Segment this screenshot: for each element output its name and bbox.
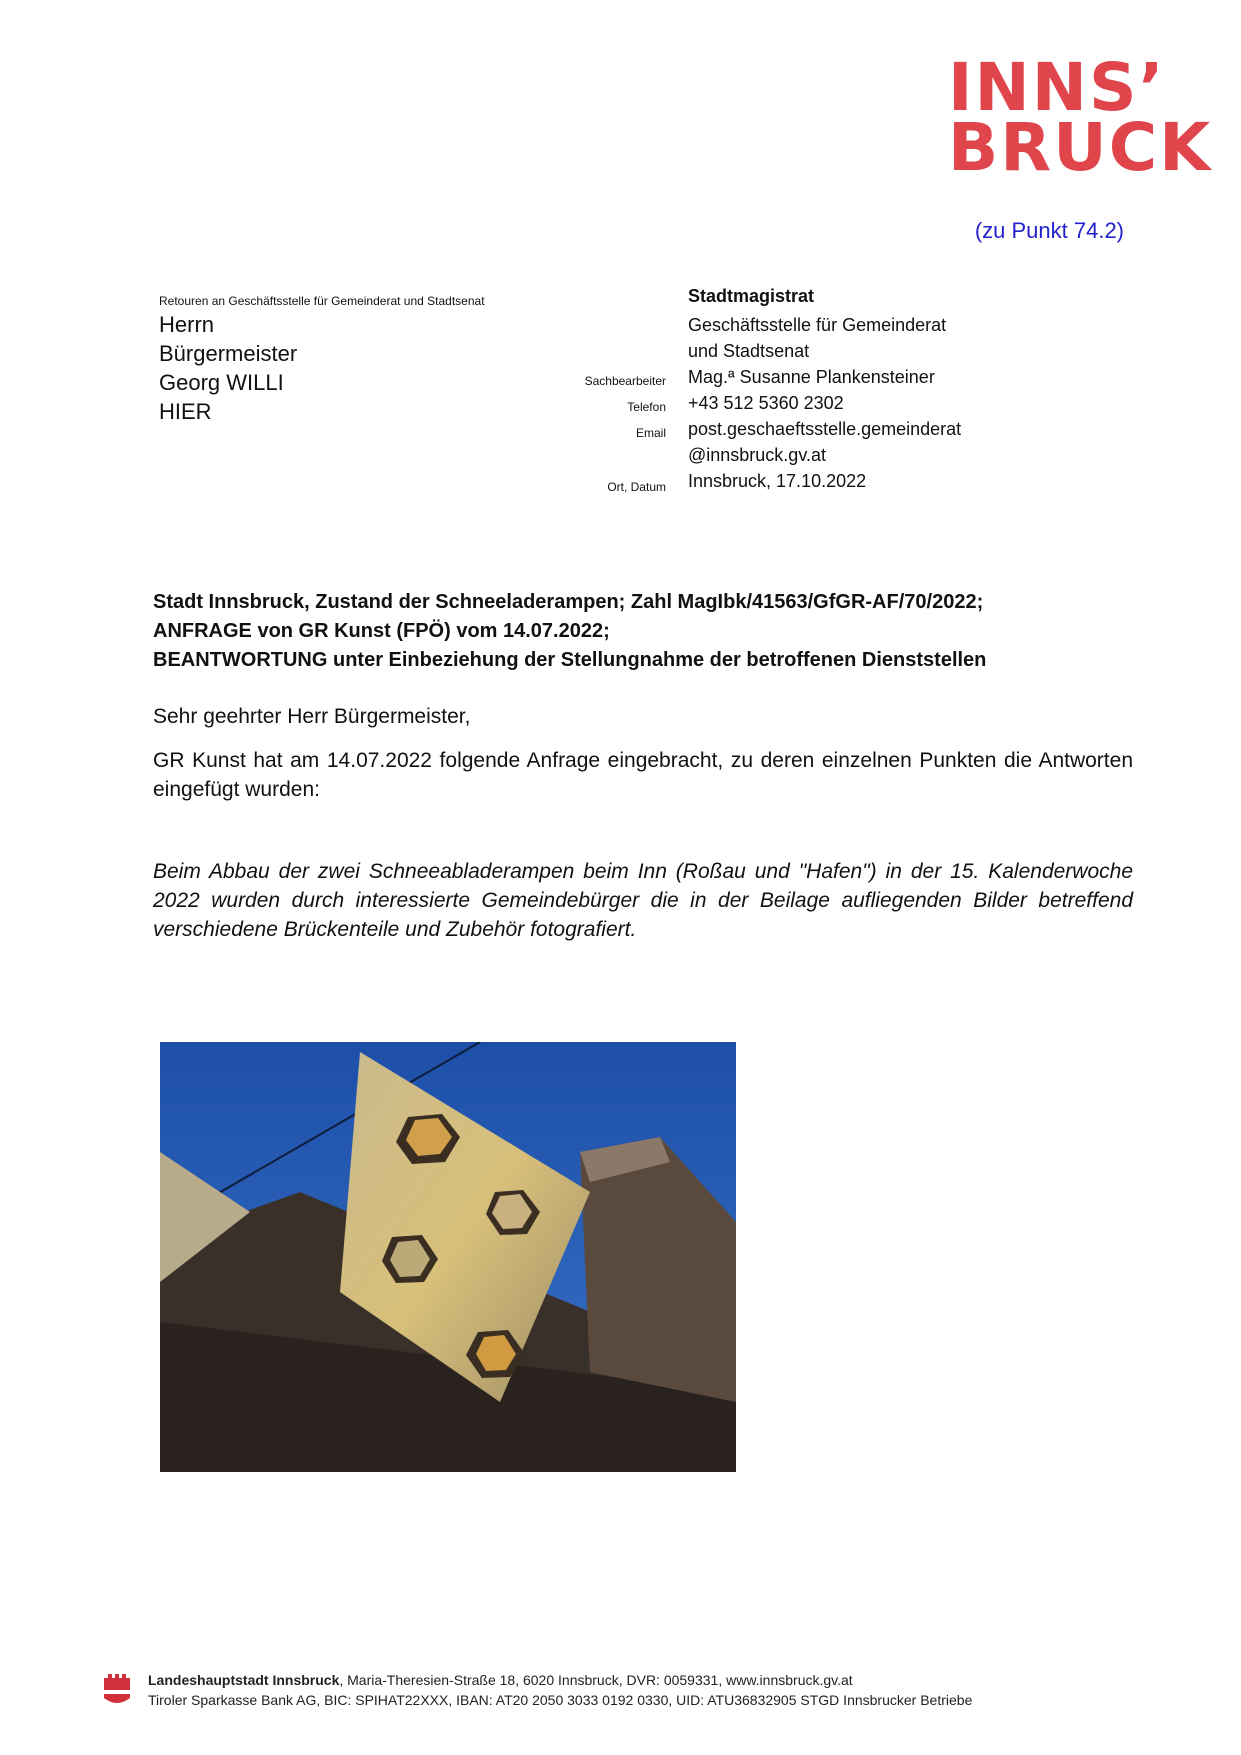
letter-date: Innsbruck, 17.10.2022 (688, 471, 867, 491)
letter-subject (153, 588, 1133, 675)
logo-line-2: BRUCK (948, 109, 1213, 186)
question-paragraph: Beim Abbau der zwei Schneeabladerampen beim Inn (Roßau und "Hafen") in der 15. Kalenderwoche 2022 wurden durch interessierte Gemeindebürger die in der Beilage aufliegenden Bilder betreffend verschiedene Brückenteile und Zubehör fotografiert. (153, 860, 1133, 941)
salutation: Sehr geehrter Herr Bürgermeister, (153, 705, 471, 728)
recipient-line: Herrn (159, 312, 215, 337)
footer-org-name: Landeshauptstadt Innsbruck (148, 1672, 340, 1688)
recipient-line: Georg WILLI (159, 370, 284, 395)
letter-footer (148, 1670, 972, 1710)
logo-line-1: INNS’ (948, 49, 1166, 126)
recipient-line: HIER (159, 399, 212, 424)
sender-office: Stadtmagistrat (688, 286, 815, 306)
subject-line-2: ANFRAGE von GR Kunst (FPÖ) vom 14.07.2022; (153, 620, 610, 642)
email-line-2: @innsbruck.gv.at (688, 445, 826, 465)
subject-line-3: BEANTWORTUNG unter Einbeziehung der Stellungnahme der betroffenen Dienststellen (153, 649, 987, 671)
return-address-note: Retouren an Geschäftsstelle für Gemeinderat und Stadtsenat (159, 294, 485, 308)
intro-paragraph: GR Kunst hat am 14.07.2022 folgende Anfrage eingebracht, zu deren einzelnen Punkten die Antworten eingefügt wurden: (153, 749, 1133, 801)
footer-line-1 (148, 1670, 972, 1690)
innsbruck-logo (948, 49, 1213, 186)
phone-number: +43 512 5360 2302 (688, 393, 844, 413)
email-line-1: post.geschaeftsstelle.gemeinderat (688, 419, 962, 439)
email-label: Email (635, 426, 666, 440)
agenda-reference: (zu Punkt 74.2) (974, 218, 1124, 243)
subject-line-1: Stadt Innsbruck, Zustand der Schneeladerampen; Zahl MagIbk/41563/GfGR-AF/70/2022; (153, 591, 984, 613)
date-label: Ort, Datum (607, 480, 666, 494)
recipient-address (159, 310, 297, 426)
sender-dept-line-1: Geschäftsstelle für Gemeinderat (688, 315, 947, 335)
footer-address: , Maria-Theresien-Straße 18, 6020 Innsbruck, DVR: 0059331, www.innsbruck.gv.at (339, 1672, 853, 1688)
clerk-name: Mag.ª Susanne Plankensteiner (688, 367, 935, 387)
footer-line-2: Tiroler Sparkasse Bank AG, BIC: SPIHAT22XXX, IBAN: AT20 2050 3033 0192 0330, UID: ATU36832905 STGD Innsbrucker Betriebe (148, 1692, 973, 1708)
phone-label: Telefon (627, 400, 666, 414)
sender-dept-line-2: und Stadtsenat (688, 341, 810, 361)
recipient-line: Bürgermeister (159, 341, 298, 366)
clerk-label: Sachbearbeiter (584, 374, 666, 388)
bridge-part-photo (160, 1042, 736, 1472)
coat-of-arms-icon (104, 1674, 130, 1708)
